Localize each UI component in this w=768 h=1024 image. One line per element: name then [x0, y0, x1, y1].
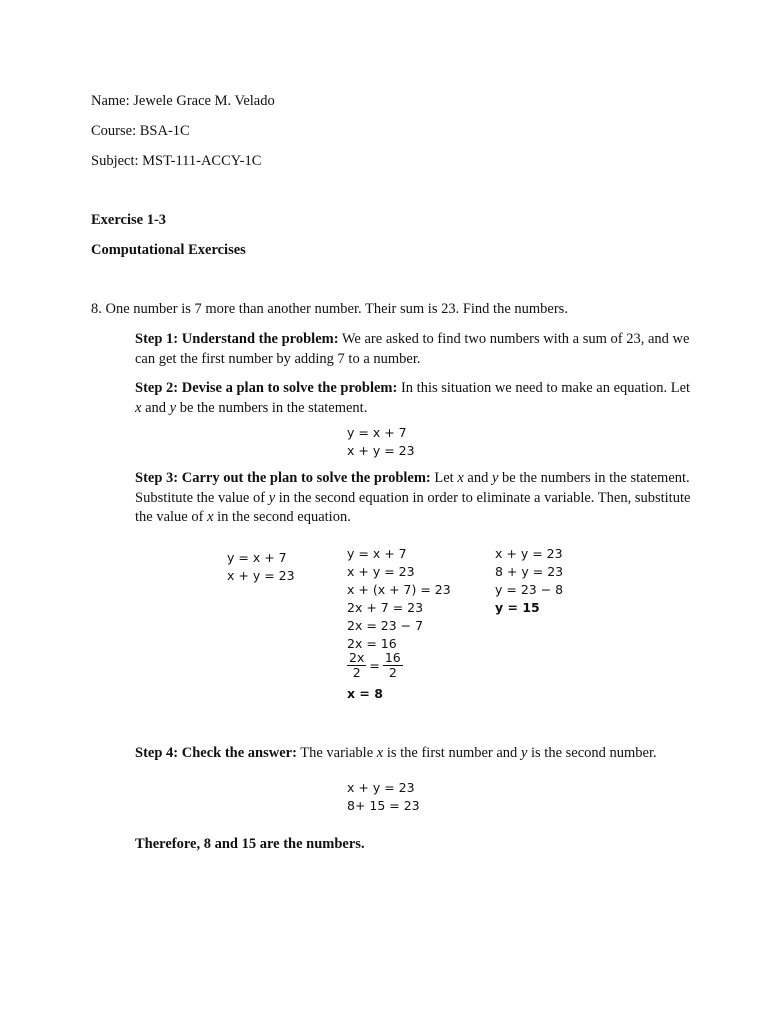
- step-4-equations: [347, 779, 420, 815]
- result-y: y = 15: [495, 600, 540, 615]
- equation: x + y = 23: [347, 564, 415, 579]
- equals-sign: =: [369, 657, 380, 673]
- step-3-text-c: be the numbers in the statement. Substitute the value of: [135, 470, 690, 506]
- equation: 8 + y = 23: [495, 564, 564, 579]
- var-x: x: [376, 745, 384, 761]
- step-1: [135, 330, 695, 369]
- conclusion: Therefore, 8 and 15 are the numbers.: [135, 836, 365, 852]
- step-2-text-a: In this situation we need to make an equation. Let: [397, 380, 691, 396]
- step-3: [135, 469, 695, 528]
- equation: y = 23 − 8: [495, 582, 564, 597]
- denominator: 2: [388, 665, 397, 680]
- step-4-text-a: The variable: [296, 745, 377, 761]
- fraction: [383, 651, 403, 680]
- numerator: 16: [384, 650, 401, 665]
- equation: 2x = 23 − 7: [347, 618, 424, 633]
- step-3-column-1: [227, 549, 295, 585]
- equation: x + y = 23: [227, 568, 295, 583]
- var-y: y: [520, 745, 528, 761]
- equation: x + y = 23: [495, 546, 563, 561]
- var-y: y: [268, 489, 276, 506]
- var-x: x: [457, 470, 464, 486]
- step-3-column-2: [347, 545, 451, 703]
- step-3-text-d: in the second equation in order to eliminate a variable. Then, substitute the value of: [135, 489, 691, 525]
- equation: x + (x + 7) = 23: [347, 582, 451, 597]
- equation: y = x + 7: [227, 550, 287, 565]
- step-4-label: Step 4: Check the answer:: [135, 745, 297, 761]
- step-3-column-3: [495, 545, 563, 617]
- step-2-text-b: and: [141, 399, 170, 416]
- step-3-label: Step 3: Carry out the plan to solve the problem:: [135, 470, 431, 486]
- exercise-title: Exercise 1-3: [91, 212, 167, 228]
- fraction-equation: [347, 651, 451, 685]
- equation: 2x + 7 = 23: [347, 600, 424, 615]
- step-2-text-c: be the numbers in the statement.: [176, 399, 368, 416]
- problem-statement: 8. One number is 7 more than another number. Their sum is 23. Find the numbers.: [91, 301, 568, 317]
- step-4-text-c: is the second number.: [527, 745, 657, 761]
- var-x: x: [207, 509, 214, 525]
- step-2-equations: [347, 424, 415, 460]
- denominator: 2: [352, 665, 361, 680]
- subject: Subject: MST-111-ACCY-1C: [91, 153, 262, 169]
- step-3-text-e: in the second equation.: [213, 509, 351, 525]
- result-x: x = 8: [347, 686, 383, 701]
- equation: y = x + 7: [347, 546, 407, 561]
- equation: x + y = 23: [347, 443, 415, 458]
- student-name: Name: Jewele Grace M. Velado: [91, 93, 275, 109]
- step-3-text-b: and: [463, 470, 492, 486]
- course: Course: BSA-1C: [91, 123, 190, 139]
- var-y: y: [491, 470, 499, 486]
- equation: 8+ 15 = 23: [347, 798, 420, 813]
- numerator: 2x: [349, 650, 365, 665]
- step-3-text-a: Let: [430, 470, 458, 486]
- fraction: [347, 651, 366, 680]
- var-y: y: [169, 399, 177, 416]
- step-1-label: Step 1: Understand the problem:: [135, 331, 339, 347]
- var-x: x: [135, 399, 142, 416]
- equation: y = x + 7: [347, 425, 407, 440]
- step-1-text: We are asked to find two numbers with a sum of 23, and we can get the first number by adding 7 to a number.: [135, 331, 690, 367]
- step-4: [135, 744, 695, 764]
- step-2-label: Step 2: Devise a plan to solve the problem:: [135, 380, 398, 396]
- step-4-text-b: is the first number and: [383, 745, 521, 761]
- equation: 2x = 16: [347, 636, 397, 651]
- exercise-subtitle: Computational Exercises: [91, 242, 246, 258]
- step-2: [135, 379, 695, 418]
- equation: x + y = 23: [347, 780, 415, 795]
